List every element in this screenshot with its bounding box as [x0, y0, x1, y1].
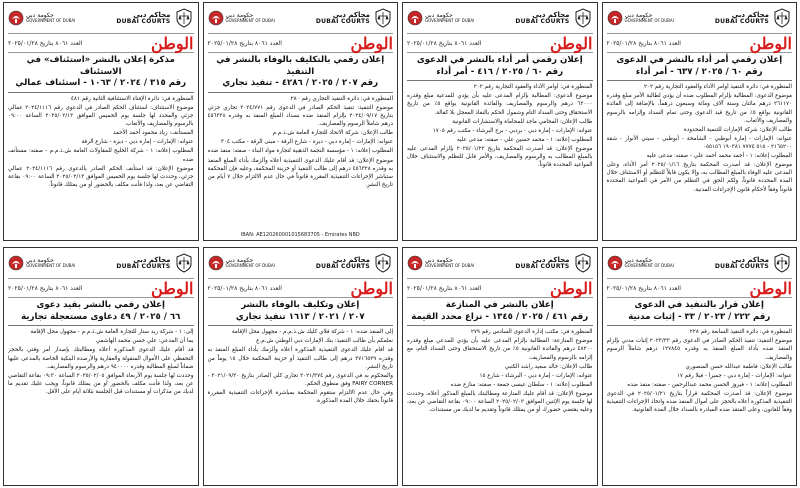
- notice-paragraph: موضوع الاستئناف: استئناف الحكم الصادر في الدعوى رقم ٢٠٢٤/١١١٦ عمالي جزئي والمحدد لها جلسة يوم الخميس الموافق ٢٠٢٥/٠٢/١٣ الساعة ٠٩:٠٠ بالرسوم والمصاريف والأتعاب.: [8, 104, 194, 128]
- notice-body: [607, 83, 793, 238]
- notice-paragraph: المنظورة في: دائرة التنفيذ أوامر الأداء والعقود التجارية رقم ٢٠٢: [643, 84, 792, 91]
- notice-body: [8, 95, 194, 238]
- notice-paragraph: المستأنف: زياد محمود أحمد الأحمد: [113, 130, 194, 137]
- dubai-government-emblem-icon: [8, 10, 24, 26]
- dubai-courts-logo: [116, 253, 193, 273]
- notice-header: [607, 5, 793, 31]
- issue-number: العدد ٨٠٦١ بتاريخ ٢٠٢٥/٠١/٢٨: [606, 284, 681, 292]
- notice-body: [407, 328, 593, 483]
- court-notice-3: [203, 2, 399, 241]
- notice-title: إعلان رقمي بالتكليف بالوفاء بالنشر في التنفيذ: [216, 55, 385, 77]
- notice-paragraph: المنظورة في: دائرة الإفتاء الاستئنافية الثانية رقم ٤٨١: [70, 95, 194, 102]
- dubai-government-emblem-icon: [208, 255, 224, 271]
- dubai-government-emblem-icon: [607, 10, 623, 26]
- newspaper-masthead: الوطن: [550, 278, 593, 298]
- notice-header: [407, 250, 593, 276]
- newspaper-masthead: الوطن: [749, 278, 792, 298]
- notice-body: [208, 95, 394, 232]
- notice-paragraph: عنوانه: الإمارات - إمارة دبي - البرشاء - شارع ١٥: [479, 372, 593, 379]
- court-name-en: DUBAI COURTS: [515, 262, 570, 270]
- newspaper-masthead: الوطن: [350, 33, 393, 53]
- notice-header: [8, 250, 194, 276]
- government-of-dubai-logo: [208, 10, 275, 26]
- notice-paragraph: المطلوب إعلانه: ١ - فيروز الحسن محمد عبدالرحمن - صفته: منفذ ضده: [627, 381, 792, 388]
- court-name-ar: محاكم دبي: [133, 255, 171, 264]
- notice-paragraph: موضوع المنازعة: المطالبة بإلزام المدعى عليه بأن يؤدي للمدعي مبلغ وقدره ٤٨٢٠٠ درهم والفائدة القانونية ٥٪ من تاريخ الاستحقاق وحتى السداد التام، مع إلزامه بالرسوم والمصاريف.: [407, 338, 593, 361]
- notice-paragraph: المنظورة في: دائرة التنفيذ السابعة رقم ٢٢٨: [689, 329, 792, 336]
- issue-number: العدد ٨٠٦١ بتاريخ ٢٠٢٥/٠١/٢٨: [8, 39, 83, 47]
- newspaper-masthead: الوطن: [350, 278, 393, 298]
- notice-paragraph: موضوع الإعلان: قد أقام عليك الدعوى التنفيذية أعلاه وألزمك بأداء المبلغ المنفذ به وقدره ٤٥٦٣٢٨ درهم إلى طالب التنفيذ أو خزينة المحكمة، وعليه فإن المحكمة ستباشر الإجراءات التنفيذية المقررة قانوناً في حال عدم الالتزام خلال ٧ أيام من تاريخ النشر.: [207, 157, 393, 188]
- court-notice-4: [3, 2, 199, 241]
- gov-name-en: GOVERNMENT OF DUBAI: [225, 18, 275, 23]
- notice-title: إعلان بالنشر في المنازعة: [445, 300, 554, 310]
- newspaper-bar: [208, 278, 394, 298]
- notice-paragraph: طالب الإعلان: فاطمة عبدالله حسن المنصوري: [685, 363, 792, 370]
- dubai-courts-logo: [715, 8, 792, 28]
- dubai-courts-emblem-icon: [772, 8, 792, 28]
- notice-paragraph: المطلوب إعلانه: ١ - محمد حسين علي - صفته: مدعى عليه: [456, 136, 593, 143]
- dubai-courts-logo: [316, 8, 393, 28]
- notice-footer: IBAN: AE120260001015683705 - Emirates NBD: [240, 231, 360, 238]
- notice-paragraph: موضوع الإعلان: قد أصدرت المحكمة بتاريخ ٢٠٢٥/٠١/١٦ أمر الأداء، وعلى المدعى عليه الوفاء بالمبلغ المطالب به، وإلا يكون قابلاً للتظلم أو الاستئناف خلال المدة المحددة قانوناً، ولكم الحق في التظلم من الأمر في المواعيد المحددة قانوناً وفقاً لأحكام قانون الإجراءات المدنية.: [606, 162, 792, 193]
- newspaper-masthead: الوطن: [151, 278, 194, 298]
- notice-title: مذكرة إعلان بالنشر «استئناف» في الاستئناف: [26, 55, 175, 77]
- notice-paragraph: بما أن المدعي: علي حسن محمد الهاشمي: [95, 338, 194, 345]
- newspaper-bar: [208, 33, 394, 53]
- case-number: رقم ٦٠ / ٢٠٢٥ / ٤١٦ - أمر أداء: [407, 67, 593, 82]
- notice-paragraph: موضوع الدعوى: المطالبة بإلزام المدعى عليه بأن يؤدي للمدعية مبلغ وقدره ٦٢٠٠٠ درهم والرسوم والمصاريف والفائدة القانونية بواقع ٥٪ من تاريخ الاستحقاق وحتى السداد التام وشمول الحكم بالنفاذ المعجل بلا كفالة.: [407, 93, 593, 116]
- gov-name-en: GOVERNMENT OF DUBAI: [624, 18, 674, 23]
- government-of-dubai-logo: [8, 10, 75, 26]
- dubai-courts-logo: [515, 253, 592, 273]
- court-name-ar: محاكم دبي: [332, 255, 370, 264]
- notice-paragraph: موضوع الدعوى: المطالبة بإلزام المطلوب ضده أن يؤدي لطالبة الأمر مبلغ وقدره ٢٦١١٧٠ درهم مائتان وستة آلاف ومائة وسبعون درهماً، بالإضافة إلى الفائدة القانونية بواقع ٥٪ من تاريخ قيد الدعوى وحتى تمام السداد وإلزامه بالرسوم والمصاريف والأتعاب.: [606, 93, 792, 124]
- gov-name-en: GOVERNMENT OF DUBAI: [225, 263, 275, 268]
- dubai-government-emblem-icon: [208, 10, 224, 26]
- notice-paragraph: موضوع الإعلان: قد أقام عليك المنازعة ومطالبتك بالمبلغ المذكور أعلاه، وحددت لها جلسة يوم الإثنين الموافق ٢٠٢٥/٠٢/٠٣ الساعة ٠٩:٠٠ بقاعة التقاضي عن بعد، وعليه يقتضي حضورك أو من يمثلك قانوناً وتقديم ما لديك من مستندات.: [407, 390, 593, 414]
- case-number: رقم ٣١٥ / ٢٠٢٤ / ١٠٦٣ - استئناف عمالي: [8, 78, 194, 93]
- notice-title: إعلان رقمي بالنشر بقيد دعوى: [36, 300, 165, 310]
- newspaper-bar: [407, 33, 593, 53]
- notice-body: [407, 83, 593, 238]
- case-number: رقم ٢٢٢ / ٢٠٢٣ / ٣٣ - إثبات مدنية: [607, 312, 793, 327]
- case-number: رقم ٢٠٧ / ٢٠٢٥ / ٤٢٨٦ - تنفيذ تجاري: [208, 78, 394, 93]
- notice-paragraph: المطلوب إعلانه: ١ - شركة الخليج للمقاولات العامة ش.ذ.م.م - صفته: مستأنف ضده: [8, 148, 194, 163]
- court-name-ar: محاكم دبي: [532, 255, 570, 264]
- court-name-ar: محاكم دبي: [731, 10, 769, 19]
- court-name-en: DUBAI COURTS: [714, 262, 769, 270]
- dubai-courts-emblem-icon: [174, 253, 194, 273]
- notice-paragraph: عنوانه: الإمارات - إمارة دبي - جميرا - فيلا رقم ١٧: [676, 372, 792, 379]
- notice-paragraph: إلى المنفذ ضده: ١ - شركة فلاي كليك ش.ذ.م.م - مجهول محل الإقامة: [231, 329, 393, 336]
- government-of-dubai-logo: [407, 255, 474, 271]
- gov-name-en: GOVERNMENT OF DUBAI: [624, 263, 674, 268]
- notice-paragraph: المنظورة في: مكتب إدارة الدعوى السادس رقم ٢٧٩: [470, 329, 593, 336]
- notice-paragraph: نعلمكم بأن طالب التنفيذ: بنك الإمارات دبي الوطني ش.م.ع: [256, 338, 393, 345]
- notice-paragraph: عنوانه: الإمارات - إمارة دبي - بردبي - برج البرشاء - مكتب رقم ١٧٠٥: [432, 127, 593, 134]
- case-number: ٦٦ / ٢٠٢٥ / ٤٩ دعاوى مستعجلة تجارية: [8, 312, 194, 327]
- notice-paragraph: موضوع الإعلان: قد استأنف الحكم الصادر بالدعوى رقم ٢٠٢٤/١١١٦ عمالي جزئي، وحددت لها جلسة يوم الخميس الموافق ٢٠٢٥/٠٢/١٣ الساعة ٠٩:٠٠ بقاعة التقاضي عن بعد، ولذا فأنت مكلف بالحضور أو من يمثلك قانوناً.: [8, 165, 194, 188]
- newspaper-bar: [8, 33, 194, 53]
- issue-number: العدد ٨٠٦١ بتاريخ ٢٠٢٥/٠١/٢٨: [407, 39, 482, 47]
- notice-body: [208, 328, 394, 483]
- gov-name-ar: حكومة دبي: [26, 12, 54, 19]
- notice-paragraph: المطلوب إعلانه: ١ - مؤسسة النجمة الذهبية لتجارة مواد البناء - صفته: منفذ ضده: [207, 148, 393, 155]
- case-number: رقم ٤٦١ / ٢٠٢٥ / ١٣٤٥ - نزاع محدد القيمة: [407, 312, 593, 327]
- newspaper-bar: [407, 278, 593, 298]
- court-name-en: DUBAI COURTS: [714, 17, 769, 25]
- case-number: رقم ٦٠ / ٢٠٢٥ / ٦٣٧ - أمر أداء: [607, 67, 793, 82]
- court-notice-8: [3, 247, 199, 486]
- dubai-courts-emblem-icon: [373, 8, 393, 28]
- newspaper-masthead: الوطن: [151, 33, 194, 53]
- notice-paragraph: عنوانه: الإمارات - إمارة أبوظبي - الشامخة - أبوظبي - سيتي الأنوار - شقة ٢١٦٥٢٠٠ - ٥١٥ ٧٧٧٤ ١٩٠٣٨١ ٠٥٥١٥٦: [606, 135, 792, 150]
- notice-header: [208, 5, 394, 31]
- notice-paragraph: قد أقام عليك الدعوى التنفيذية المذكورة أعلاه وألزمك بأداء المبلغ المنفذ به وقدره ٢٧١٦٥٣٩ درهم إلى طالب التنفيذ أو خزينة المحكمة خلال ١٥ يوماً من تاريخ النشر.: [207, 347, 393, 370]
- government-of-dubai-logo: [407, 10, 474, 26]
- gov-name-ar: حكومة دبي: [624, 12, 653, 19]
- gov-name-en: GOVERNMENT OF DUBAI: [425, 18, 475, 23]
- dubai-courts-logo: [715, 253, 792, 273]
- dubai-courts-emblem-icon: [373, 253, 393, 273]
- court-name-en: DUBAI COURTS: [515, 17, 570, 25]
- notice-header: [208, 250, 394, 276]
- dubai-courts-emblem-icon: [174, 8, 194, 28]
- dubai-courts-logo: [515, 8, 592, 28]
- notice-paragraph: طالب الإعلان: المحامي ماجد للمحاماة والاستشارات القانونية: [452, 118, 593, 125]
- notice-paragraph: المطلوب إعلانه: ١ - أحمد محمد أحمد علي - صفته: مدعى عليه: [646, 153, 792, 160]
- notice-header: [407, 5, 593, 31]
- notice-body: [8, 328, 194, 483]
- gov-name-en: GOVERNMENT OF DUBAI: [26, 18, 76, 23]
- government-of-dubai-logo: [607, 255, 674, 271]
- dubai-government-emblem-icon: [407, 10, 423, 26]
- newspaper-masthead: الوطن: [749, 33, 792, 53]
- government-of-dubai-logo: [8, 255, 75, 271]
- court-name-ar: محاكم دبي: [332, 10, 370, 19]
- government-of-dubai-logo: [607, 10, 674, 26]
- notice-paragraph: المنظورة في: أوامر الأداء والعقود التجارية رقم ٢٠٢: [473, 84, 593, 91]
- gov-name-ar: حكومة دبي: [26, 257, 54, 264]
- court-notice-5: [602, 247, 798, 486]
- notice-paragraph: موضوع الإعلان: قد أصدرت المحكمة بتاريخ ٢٠٢٥/٠١/٢٢ بإلزام المدعى عليه بالمبلغ المطالب به والرسوم والمصاريف، والأمر قابل للتظلم والاستئناف خلال المواعيد المحددة قانوناً.: [407, 145, 593, 169]
- notice-header: [607, 250, 793, 276]
- court-notice-7: [203, 247, 399, 486]
- court-name-ar: محاكم دبي: [532, 10, 570, 19]
- court-name-ar: محاكم دبي: [731, 255, 769, 264]
- issue-number: العدد ٨٠٦١ بتاريخ ٢٠٢٥/٠١/٢٨: [207, 39, 282, 47]
- notice-paragraph: والمحكوم به في الدعوى رقم ٢٠٢١/٣٧٤ تجاري كلي الصادر بتاريخ ٢٠٢١/٠٩/٢٠ - FAIRY CORNER وفق منطوق الحكم.: [207, 372, 393, 387]
- notice-paragraph: موضوع الإعلان: قد أصدرت المحكمة قراراً بتاريخ ٢٠٢٥/٠١/٢١ في الدعوى التنفيذية المذكورة أعلاه بالحجز على أموال المنفذ ضده واتخاذ الإجراءات التنفيذية وفقاً للقانون، وعلى المنفذ ضده المبادرة بالسداد خلال المدة القانونية.: [606, 390, 792, 414]
- court-notice-1: [602, 2, 798, 241]
- notice-paragraph: طالب الإعلان: خالد سعيد راشد الكتبي: [504, 363, 593, 370]
- notice-paragraph: وحددت لها جلسة يوم الأربعاء الموافق ٢٠٢٥/٠٢/٠٥ الساعة ٠٩:٣٠ بقاعة التقاضي عن بعد، ولذا فأنت مكلف بالحضور أو من يمثلك قانوناً، ويجب عليك تقديم ما لديك من مذكرات أو مستندات قبل الجلسة بثلاثة أيام على الأقل.: [8, 372, 194, 395]
- notice-header: [8, 5, 194, 31]
- dubai-government-emblem-icon: [407, 255, 423, 271]
- notice-title: إعلان رقمي أمر أداء بالنشر في الدعوى: [416, 55, 583, 65]
- dubai-government-emblem-icon: [607, 255, 623, 271]
- notice-paragraph: طالب الإعلان: شركة الإمارات للتنمية المحدودة: [683, 126, 792, 133]
- notice-paragraph: المنظورة في: دائرة التنفيذ التجاري رقم ٢٨٠: [290, 95, 393, 102]
- gov-name-ar: حكومة دبي: [425, 257, 453, 264]
- gov-name-en: GOVERNMENT OF DUBAI: [26, 263, 76, 268]
- issue-number: العدد ٨٠٦١ بتاريخ ٢٠٢٥/٠١/٢٨: [207, 284, 282, 292]
- notice-paragraph: قد أقام عليك الدعوى المذكورة أعلاه ومطالبتك بإصدار أمر وقتي بالحجز التحفظي على الأموال المنقولة والعقارية والأرصدة البنكية الخاصة بالمدعى عليها ضماناً لمبلغ المطالبة وقدره ٩٤٠٠٠٠ درهم والرسوم والمصاريف.: [8, 347, 194, 370]
- court-name-en: DUBAI COURTS: [116, 17, 171, 25]
- notice-paragraph: وفي حال عدم الالتزام ستقوم المحكمة بمباشرة الإجراءات التنفيذية المقررة قانوناً بحقك خلال المدة المذكورة.: [207, 389, 393, 405]
- issue-number: العدد ٨٠٦١ بتاريخ ٢٠٢٥/٠١/٢٨: [606, 39, 681, 47]
- court-name-ar: محاكم دبي: [133, 10, 171, 19]
- notice-title: إعلان رقمي أمر أداء بالنشر في الدعوى: [616, 55, 783, 65]
- notice-title: إعلان وتكليف بالوفاء بالنشر: [241, 300, 360, 310]
- gov-name-ar: حكومة دبي: [425, 12, 453, 19]
- notice-paragraph: إلى: ١ - شركة ريد ستار للتجارة العامة ش.ذ.م.م - مجهول محل الإقامة: [30, 329, 194, 336]
- court-name-en: DUBAI COURTS: [116, 262, 171, 270]
- notice-paragraph: موضوع التنفيذ: تنفيذ الحكم الصادر في الدعوى رقم ٢٠٢٤/٧٧١ تجاري جزئي بتاريخ ٢٠٢٤/٠٩/١٧ بإلزام المنفذ ضده بسداد المبلغ المنفذ به وقدره ٤٥٦٣٢٨ درهم شاملاً الرسوم والمصاريف.: [207, 104, 393, 128]
- notice-paragraph: طالب الإعلان: شركة الاتحاد للتجارة العامة ش.ذ.م.م: [272, 130, 393, 137]
- court-notice-2: [402, 2, 598, 241]
- notice-title: إعلان قرار بالتنفيذ في الدعوى: [634, 300, 764, 310]
- gov-name-en: GOVERNMENT OF DUBAI: [425, 263, 475, 268]
- dubai-courts-logo: [116, 8, 193, 28]
- newspaper-bar: [8, 278, 194, 298]
- gov-name-ar: حكومة دبي: [225, 12, 254, 19]
- case-number: ٢٠٧ / ٢٠٢١ / ١٦١٣ تنفيذ تجاري: [208, 312, 394, 327]
- gov-name-ar: حكومة دبي: [624, 257, 653, 264]
- dubai-courts-logo: [316, 253, 393, 273]
- dubai-courts-emblem-icon: [573, 8, 593, 28]
- notice-paragraph: عنوانه: الإمارات - إمارة دبي - ديرة - شارع الرقة: [81, 139, 194, 146]
- notice-body: [607, 328, 793, 483]
- court-name-en: DUBAI COURTS: [315, 17, 370, 25]
- issue-number: العدد ٨٠٦١ بتاريخ ٢٠٢٥/٠١/٢٨: [407, 284, 482, 292]
- court-notice-6: [402, 247, 598, 486]
- dubai-courts-emblem-icon: [772, 253, 792, 273]
- newspaper-bar: [607, 33, 793, 53]
- newspaper-bar: [607, 278, 793, 298]
- notice-paragraph: موضوع التنفيذ: تنفيذ الحكم الصادر في الدعوى رقم ٢٠٢٣/٣٣ إثبات مدني بإلزام المنفذ ضده بأداء المبلغ المنفذ به وقدره ١٢٧٨٤٥ درهم شاملاً الرسوم والمصاريف.: [606, 338, 792, 361]
- gov-name-ar: حكومة دبي: [225, 257, 254, 264]
- dubai-courts-emblem-icon: [573, 253, 593, 273]
- issue-number: العدد ٨٠٦١ بتاريخ ٢٠٢٥/٠١/٢٨: [8, 284, 83, 292]
- government-of-dubai-logo: [208, 255, 275, 271]
- dubai-government-emblem-icon: [8, 255, 24, 271]
- court-name-en: DUBAI COURTS: [315, 262, 370, 270]
- notice-paragraph: المطلوب إعلانه: ١ - سلطان عيسى جمعة - صفته: منازع ضده: [450, 381, 593, 388]
- newspaper-masthead: الوطن: [550, 33, 593, 53]
- notice-paragraph: عنوانه: الإمارات - إمارة دبي - ديرة - شارع الرقة - مبنى الرقة - مكتب ٣٠٤: [220, 139, 393, 146]
